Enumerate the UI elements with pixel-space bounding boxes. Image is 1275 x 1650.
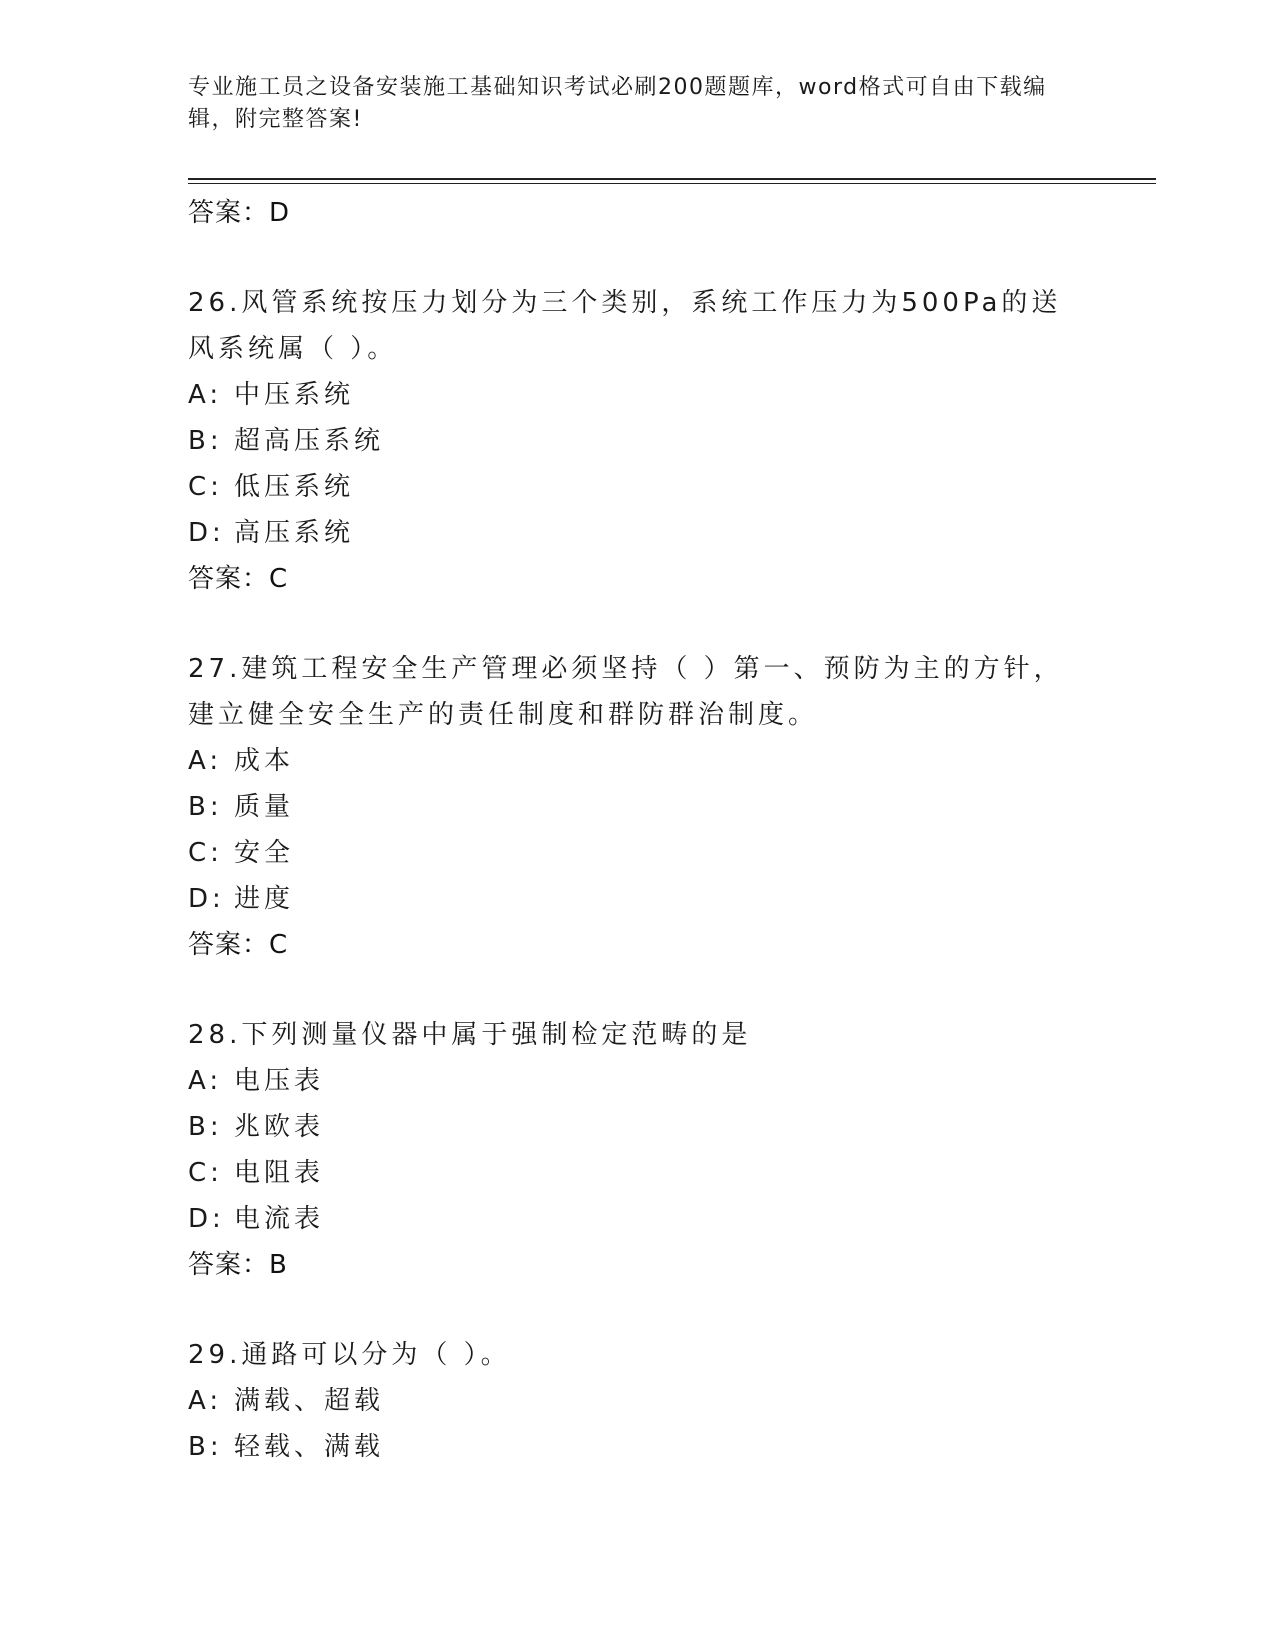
option-b: [188, 418, 1088, 464]
answer-line: 答案：C: [188, 564, 289, 594]
answer-line: 答案：D: [188, 198, 291, 228]
option-letter: A:: [188, 1386, 223, 1416]
document-body: [188, 190, 1088, 1470]
question-block: [188, 280, 1088, 602]
question-stem: 29.通路可以分为（ ）。: [188, 1340, 511, 1370]
option-letter: A:: [188, 380, 223, 410]
question-block: [188, 646, 1088, 968]
option-letter: A:: [188, 1066, 223, 1096]
option-d: [188, 1196, 1088, 1242]
option-text: 轻载、满载: [234, 1432, 385, 1462]
option-letter: D:: [188, 884, 225, 914]
option-letter: B:: [188, 1432, 223, 1462]
option-a: [188, 372, 1088, 418]
option-letter: B:: [188, 426, 223, 456]
option-c: [188, 1150, 1088, 1196]
answer-line: 答案：B: [188, 1250, 288, 1280]
option-text: 中压系统: [234, 380, 355, 410]
option-letter: B:: [188, 1112, 223, 1142]
question-block: [188, 1332, 1088, 1470]
option-text: 安全: [234, 838, 295, 868]
option-text: 兆欧表: [234, 1112, 325, 1142]
option-letter: D:: [188, 518, 225, 548]
option-a: [188, 738, 1088, 784]
question-stem: 28.下列测量仪器中属于强制检定范畴的是: [188, 1020, 752, 1050]
option-text: 电阻表: [234, 1158, 325, 1188]
option-b: [188, 1104, 1088, 1150]
question-stem: 27.建筑工程安全生产管理必须坚持（ ）第一、预防为主的方针，建立健全安全生产的责任制度和群防群治制度。: [188, 654, 1064, 730]
option-text: 高压系统: [234, 518, 355, 548]
option-b: [188, 1424, 1088, 1470]
option-b: [188, 784, 1088, 830]
option-letter: D:: [188, 1204, 225, 1234]
option-letter: C:: [188, 1158, 223, 1188]
option-c: [188, 464, 1088, 510]
option-letter: C:: [188, 472, 223, 502]
option-a: [188, 1378, 1088, 1424]
option-c: [188, 830, 1088, 876]
option-d: [188, 510, 1088, 556]
option-letter: B:: [188, 792, 223, 822]
option-letter: A:: [188, 746, 223, 776]
question-stem: 26.风管系统按压力划分为三个类别，系统工作压力为500Pa的送风系统属（ ）。: [188, 288, 1062, 364]
question-block: [188, 1012, 1088, 1288]
option-text: 低压系统: [234, 472, 355, 502]
option-text: 质量: [234, 792, 295, 822]
option-text: 成本: [234, 746, 295, 776]
option-text: 电压表: [234, 1066, 325, 1096]
document-header: 专业施工员之设备安装施工基础知识考试必刷200题题库，word格式可自由下载编辑，附完整答案!: [188, 75, 1047, 132]
option-text: 电流表: [234, 1204, 325, 1234]
option-letter: C:: [188, 838, 223, 868]
option-text: 超高压系统: [234, 426, 385, 456]
answer-line: 答案：C: [188, 930, 289, 960]
header-divider-thick: [188, 178, 1156, 180]
option-text: 满载、超载: [234, 1386, 385, 1416]
option-d: [188, 876, 1088, 922]
header-divider-thin: [188, 183, 1156, 184]
option-a: [188, 1058, 1088, 1104]
option-text: 进度: [234, 884, 295, 914]
